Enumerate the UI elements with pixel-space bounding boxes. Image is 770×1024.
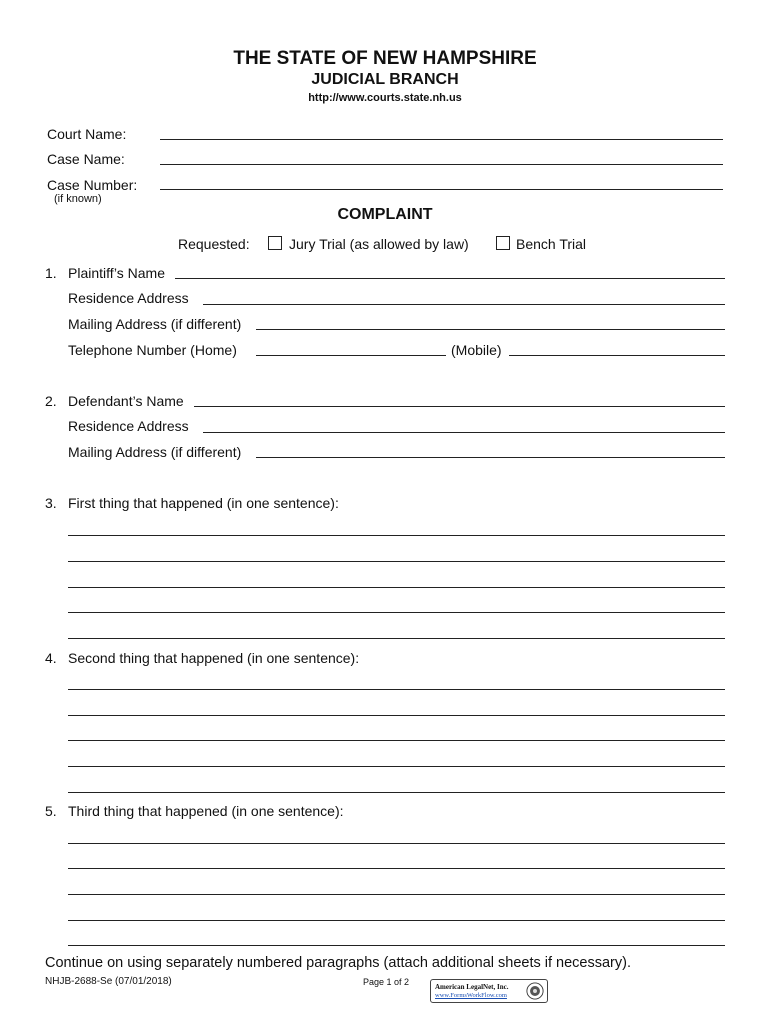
defendant-name-label: Defendant’s Name xyxy=(68,393,184,409)
event-1-label: First thing that happened (in one sentence): xyxy=(68,495,339,511)
court-title: THE STATE OF NEW HAMPSHIRE xyxy=(233,48,537,69)
plaintiff-name-label: Plaintiff’s Name xyxy=(68,265,166,281)
event-2-number: 4. xyxy=(45,650,57,666)
bench-trial-checkbox[interactable] xyxy=(496,236,510,250)
case-name-field[interactable] xyxy=(160,164,723,168)
event-3-line[interactable] xyxy=(68,894,725,898)
court-name-label: Court Name: xyxy=(47,126,127,142)
seal-icon xyxy=(526,982,544,1000)
event-3-number: 5. xyxy=(45,803,57,819)
bench-trial-label: Bench Trial xyxy=(516,236,587,252)
publisher-link[interactable]: www.FormsWorkFlow.com xyxy=(435,992,507,999)
plaintiff-name-field[interactable] xyxy=(175,278,725,282)
defendant-mailing-field[interactable] xyxy=(256,457,725,461)
plaintiff-phone-mobile-label: (Mobile) xyxy=(451,342,502,358)
event-2-line[interactable] xyxy=(68,715,725,719)
event-3-line[interactable] xyxy=(68,843,725,847)
plaintiff-mailing-field[interactable] xyxy=(256,329,725,333)
event-2-line[interactable] xyxy=(68,792,725,796)
event-3-line[interactable] xyxy=(68,945,725,949)
plaintiff-phone-mobile-field[interactable] xyxy=(509,355,725,359)
defendant-number: 2. xyxy=(45,393,57,409)
event-1-line[interactable] xyxy=(68,561,725,565)
defendant-mailing-label: Mailing Address (if different) xyxy=(68,444,242,460)
event-1-line[interactable] xyxy=(68,587,725,591)
plaintiff-phone-home-field[interactable] xyxy=(256,355,446,359)
form-code: NHJB-2688-Se (07/01/2018) xyxy=(45,976,172,987)
event-1-line[interactable] xyxy=(68,612,725,616)
plaintiff-phone-home-label: Telephone Number (Home) xyxy=(68,342,237,358)
case-name-label: Case Name: xyxy=(47,151,125,167)
if-known-note: (if known) xyxy=(54,193,102,205)
event-2-label: Second thing that happened (in one sentence): xyxy=(68,650,360,666)
event-2-line[interactable] xyxy=(68,766,725,770)
publisher-logo xyxy=(430,979,548,1003)
continue-note: Continue on using separately numbered paragraphs (attach additional sheets if necessary). xyxy=(45,955,631,971)
form-title: COMPLAINT xyxy=(337,206,433,223)
page-number: Page 1 of 2 xyxy=(363,977,410,987)
defendant-residence-label: Residence Address xyxy=(68,418,189,434)
plaintiff-mailing-label: Mailing Address (if different) xyxy=(68,316,242,332)
event-3-label: Third thing that happened (in one sentence): xyxy=(68,803,344,819)
defendant-residence-field[interactable] xyxy=(203,432,725,436)
publisher-name: American LegalNet, Inc. xyxy=(435,983,509,991)
event-2-line[interactable] xyxy=(68,740,725,744)
event-1-line[interactable] xyxy=(68,535,725,539)
case-number-field[interactable] xyxy=(160,189,723,193)
jury-trial-checkbox[interactable] xyxy=(268,236,282,250)
event-1-line[interactable] xyxy=(68,638,725,642)
defendant-name-field[interactable] xyxy=(194,406,725,410)
court-url: http://www.courts.state.nh.us xyxy=(308,92,462,104)
requested-label: Requested: xyxy=(178,236,250,252)
branch-subtitle: JUDICIAL BRANCH xyxy=(311,71,459,88)
plaintiff-number: 1. xyxy=(45,265,57,281)
jury-trial-label: Jury Trial (as allowed by law) xyxy=(289,236,469,252)
event-2-line[interactable] xyxy=(68,689,725,693)
case-number-label: Case Number: xyxy=(47,177,138,193)
court-name-field[interactable] xyxy=(160,139,723,143)
plaintiff-residence-label: Residence Address xyxy=(68,290,189,306)
plaintiff-residence-field[interactable] xyxy=(203,304,725,308)
event-3-line[interactable] xyxy=(68,920,725,924)
event-3-line[interactable] xyxy=(68,868,725,872)
event-1-number: 3. xyxy=(45,495,57,511)
